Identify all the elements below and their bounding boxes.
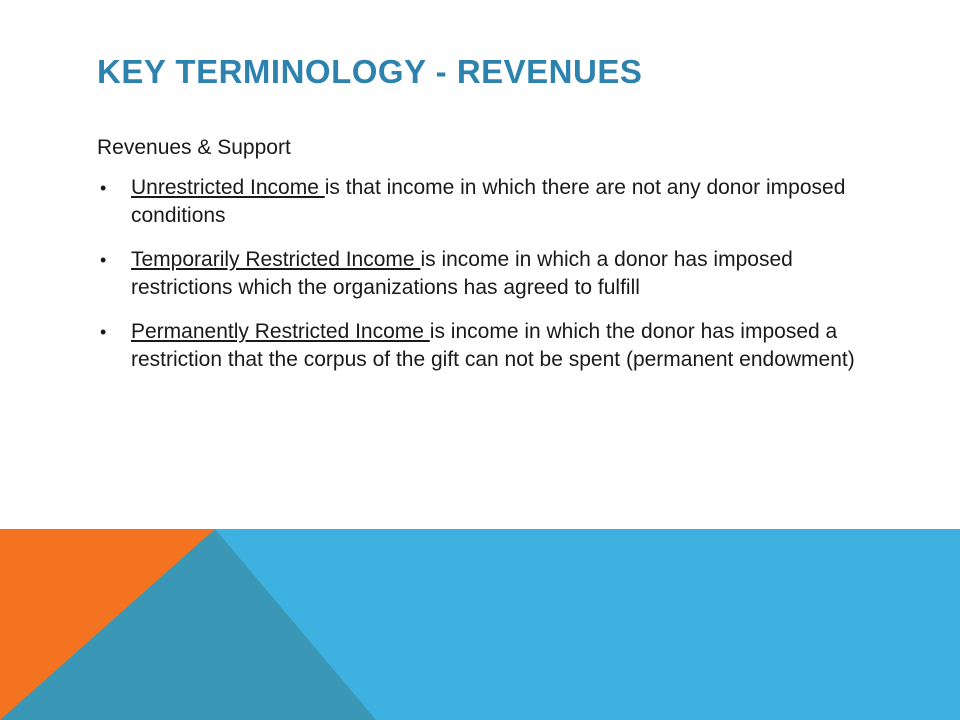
slide-title: KEY TERMINOLOGY - REVENUES <box>97 53 643 90</box>
bullet-dot-icon: • <box>100 322 107 342</box>
bullet-dot-icon: • <box>100 250 107 270</box>
section-subheading: Revenues & Support <box>97 136 291 159</box>
bullet-text: is income in which the donor has imposed a restriction that the corpus of the gift can not be spent (permanent endowment) <box>131 320 855 371</box>
decorative-band <box>0 529 960 720</box>
slide-body <box>97 134 897 390</box>
bullet-text: is that income in which there are not any donor imposed conditions <box>131 176 846 227</box>
bullet-item <box>97 174 897 230</box>
bullet-term: Temporarily Restricted Income <box>131 248 421 271</box>
bullet-item <box>97 318 897 374</box>
bullet-term: Permanently Restricted Income <box>131 320 430 343</box>
bullet-term: Unrestricted Income <box>131 176 325 199</box>
bullet-list <box>97 174 897 374</box>
bullet-item <box>97 246 897 302</box>
bullet-dot-icon: • <box>100 178 107 198</box>
bullet-text: is income in which a donor has imposed restrictions which the organizations has agreed to fulfill <box>131 248 793 299</box>
